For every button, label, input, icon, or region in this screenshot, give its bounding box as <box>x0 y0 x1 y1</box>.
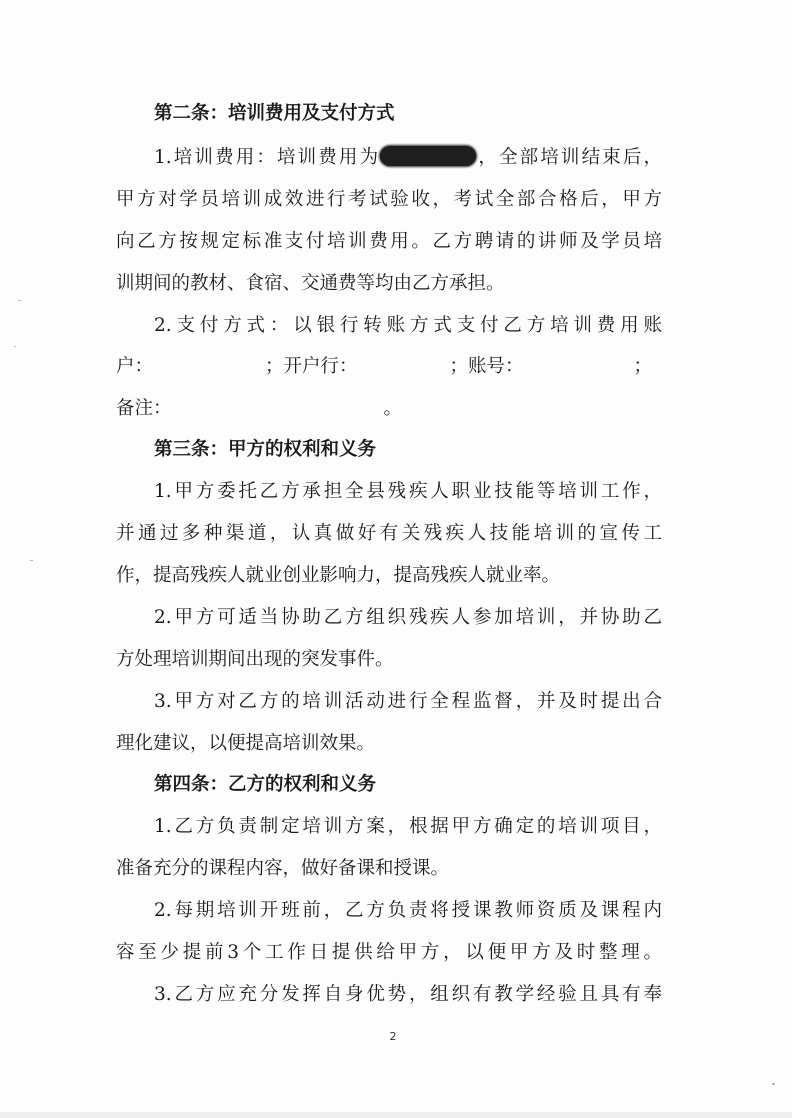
article-3-line-7: 理化建议，以便提高培训效果。 <box>116 733 376 754</box>
article-4-line-1: 1.乙方负责制定培训方案，根据甲方确定的培训项目， <box>154 816 662 837</box>
article-2-line-5: 2.支付方式：以银行转账方式支付乙方培训费用账 <box>154 315 662 336</box>
article-4-line-5: 3.乙方应充分发挥自身优势，组织有教学经验且具有奉 <box>154 984 662 1005</box>
remark-line <box>116 397 662 421</box>
article-3-line-1: 1.甲方委托乙方承担全县残疾人职业技能等培训工作， <box>154 481 662 502</box>
article-4-line-2: 准备充分的课程内容，做好备课和授课。 <box>116 858 450 879</box>
remark-end-mark: 。 <box>383 398 403 419</box>
account-end-mark: ； <box>633 356 653 377</box>
fee-after-text: ，全部培训结束后， <box>476 147 662 168</box>
scan-bottom-edge <box>0 1112 792 1118</box>
article-2-line-4: 训期间的教材、食宿、交通费等均由乙方承担。 <box>116 273 505 294</box>
scan-speck <box>772 1083 775 1085</box>
account-holder-label: 户： <box>116 356 154 377</box>
remark-label: 备注： <box>116 398 172 419</box>
article-4-line-4: 容至少提前3个工作日提供给甲方，以便甲方及时整理。 <box>116 942 662 963</box>
article-2-line-2: 甲方对学员培训成效进行考试验收，考试全部合格后，甲方 <box>116 189 662 210</box>
scan-speck <box>14 346 16 347</box>
redacted-amount <box>380 146 476 166</box>
account-fields-line <box>116 355 662 379</box>
bank-label: ；开户行： <box>265 356 358 377</box>
article-4-line-3: 2.每期培训开班前，乙方负责将授课教师资质及课程内 <box>154 900 662 921</box>
page-number: 2 <box>389 1030 397 1043</box>
scan-speck <box>18 300 21 301</box>
article-3-line-5: 方处理培训期间出现的突发事件。 <box>116 649 394 670</box>
scan-speck <box>30 560 33 561</box>
fee-label-text: 1.培训费用：培训费用为 <box>154 147 381 168</box>
article-3-heading: 第三条：甲方的权利和义务 <box>154 439 377 460</box>
article-4-heading: 第四条：乙方的权利和义务 <box>154 774 377 795</box>
account-number-label: ；账号： <box>449 356 524 377</box>
article-3-line-3: 作，提高残疾人就业创业影响力，提高残疾人就业率。 <box>116 565 561 586</box>
article-2-line-3: 向乙方按规定标准支付培训费用。乙方聘请的讲师及学员培 <box>116 231 662 252</box>
article-3-line-2: 并通过多种渠道，认真做好有关残疾人技能培训的宣传工 <box>116 523 662 544</box>
article-2-line-1 <box>154 146 662 170</box>
article-2-heading: 第二条：培训费用及支付方式 <box>154 103 395 124</box>
article-3-line-4: 2.甲方可适当协助乙方组织残疾人参加培训，并协助乙 <box>154 607 662 628</box>
article-3-line-6: 3.甲方对乙方的培训活动进行全程监督，并及时提出合 <box>154 691 662 712</box>
